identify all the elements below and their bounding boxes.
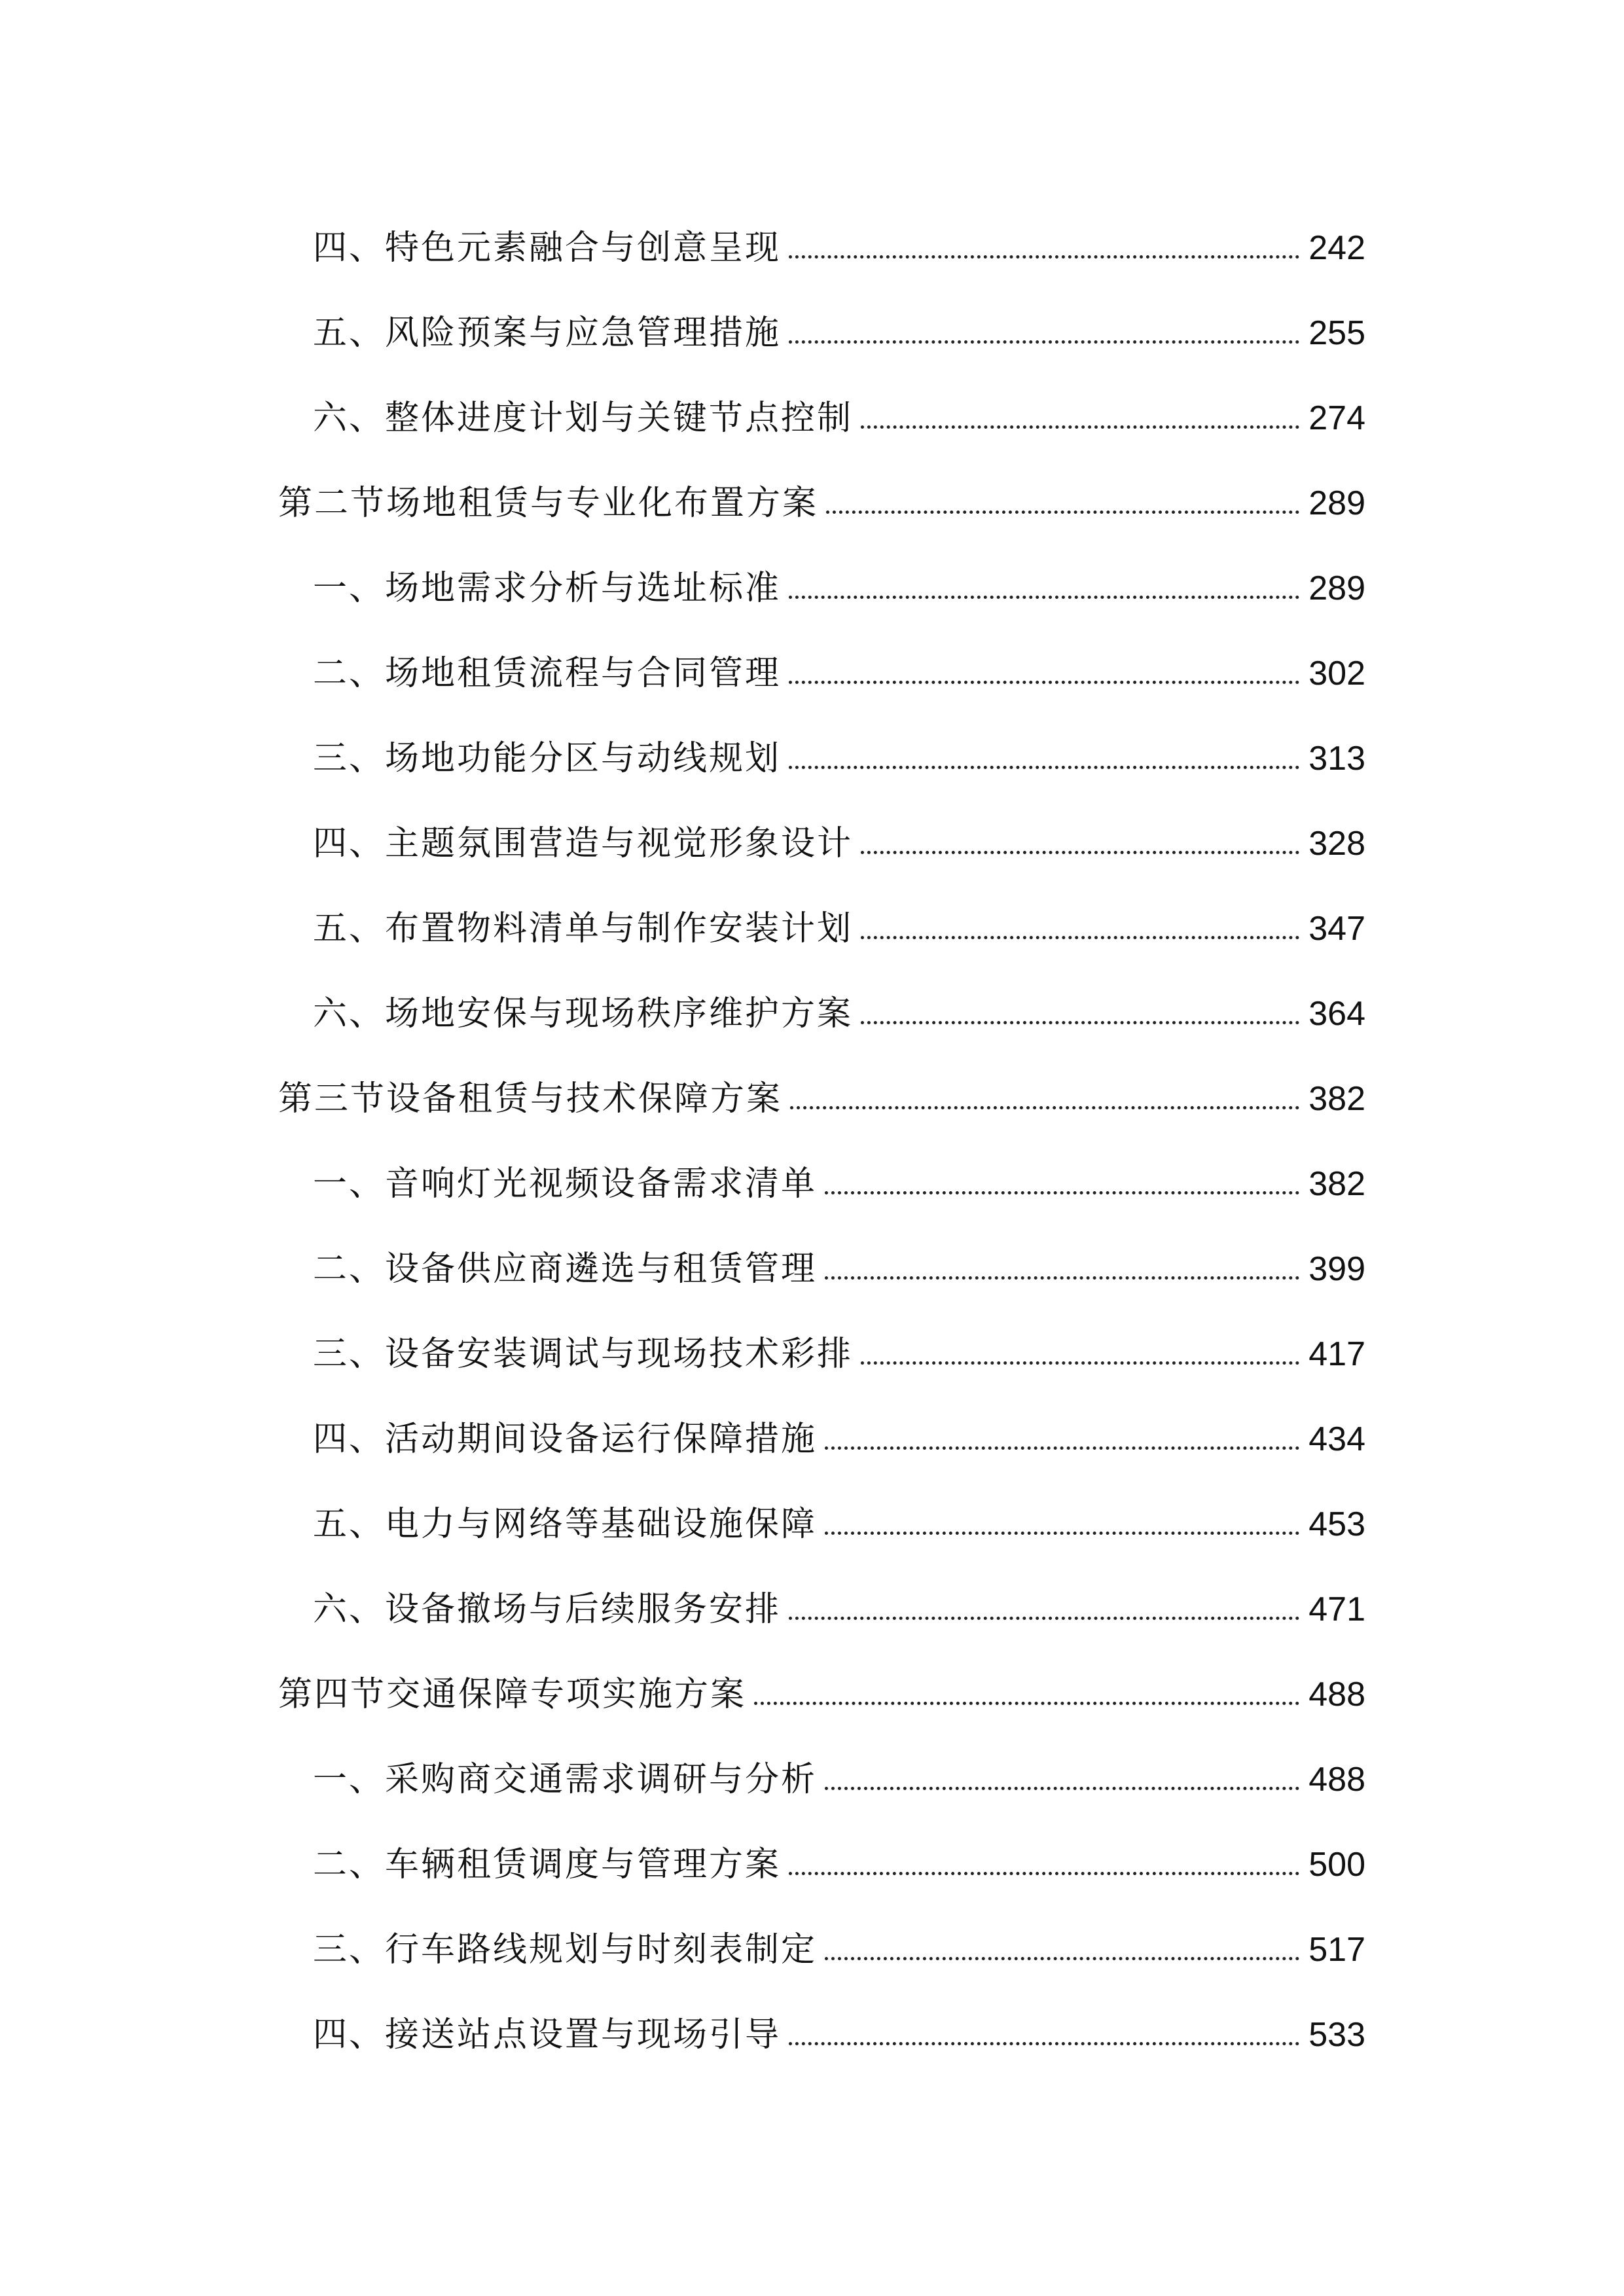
toc-entry[interactable] — [313, 298, 1365, 353]
toc-entry-title: 六、整体进度计划与关键节点控制 — [313, 399, 854, 438]
toc-entry[interactable] — [313, 808, 1365, 861]
toc-entry-page: 500 — [1308, 1846, 1365, 1884]
toc-entry[interactable] — [313, 723, 1365, 776]
toc-entry-page: 255 — [1308, 314, 1365, 352]
toc-entry-page: 347 — [1308, 910, 1365, 948]
toc-dot-leader — [825, 1787, 1299, 1790]
toc-entry-title: 四、活动期间设备运行保障措施 — [313, 1420, 818, 1459]
toc-entry-title: 一、场地需求分析与选址标准 — [313, 569, 782, 608]
toc-entry-page: 364 — [1308, 995, 1365, 1033]
toc-entry-title: 三、场地功能分区与动线规划 — [313, 739, 782, 778]
toc-dot-leader — [789, 1872, 1299, 1875]
toc-dot-leader — [825, 1276, 1299, 1280]
toc-entry-page: 382 — [1308, 1080, 1365, 1118]
toc-entry[interactable] — [313, 893, 1365, 946]
toc-dot-leader — [825, 1957, 1299, 1960]
toc-entry-title: 二、车辆租赁调度与管理方案 — [313, 1845, 782, 1884]
toc-entry-page: 488 — [1308, 1676, 1365, 1713]
toc-entry-page: 533 — [1308, 2016, 1365, 2054]
toc-entry[interactable] — [313, 1234, 1365, 1289]
toc-entry[interactable] — [313, 383, 1365, 438]
toc-entry-page: 242 — [1308, 229, 1365, 267]
toc-dot-leader — [789, 1617, 1299, 1620]
toc-entry-title: 三、行车路线规划与时刻表制定 — [313, 1930, 818, 1969]
toc-entry-page: 434 — [1308, 1420, 1365, 1458]
toc-dot-leader — [789, 340, 1299, 344]
toc-entry[interactable] — [313, 1404, 1365, 1459]
toc-entry[interactable] — [313, 553, 1365, 608]
toc-entry-page: 453 — [1308, 1505, 1365, 1543]
toc-entry-page: 399 — [1308, 1250, 1365, 1288]
toc-dot-leader — [789, 681, 1299, 684]
toc-dot-leader — [861, 851, 1299, 854]
toc-entry-title: 六、设备撤场与后续服务安排 — [313, 1590, 782, 1629]
toc-entry[interactable] — [313, 1319, 1365, 1374]
toc-entry-page: 289 — [1308, 569, 1365, 607]
toc-entry[interactable] — [313, 1829, 1365, 1882]
toc-entry-title: 五、电力与网络等基础设施保障 — [313, 1505, 818, 1544]
toc-dot-leader — [826, 511, 1299, 514]
toc-entry-page: 328 — [1308, 825, 1365, 863]
toc-entry-title: 第四节交通保障专项实施方案 — [278, 1675, 747, 1714]
toc-dot-leader — [825, 1191, 1299, 1194]
toc-section-entry[interactable] — [278, 1064, 1365, 1119]
toc-entry-page: 517 — [1308, 1931, 1365, 1969]
toc-entry-page: 274 — [1308, 399, 1365, 437]
toc-entry[interactable] — [313, 1489, 1365, 1544]
toc-entry-page: 302 — [1308, 655, 1365, 692]
toc-entry-title: 五、风险预案与应急管理措施 — [313, 314, 782, 353]
toc-dot-leader — [789, 2042, 1299, 2045]
toc-dot-leader — [825, 1446, 1299, 1450]
toc-entry[interactable] — [313, 638, 1365, 691]
toc-dot-leader — [861, 425, 1299, 429]
toc-entry-title: 第二节场地租赁与专业化布置方案 — [278, 484, 819, 523]
toc-entry-page: 289 — [1308, 484, 1365, 522]
toc-entry[interactable] — [313, 1149, 1365, 1204]
toc-dot-leader — [790, 1106, 1299, 1109]
toc-section-entry[interactable] — [278, 1659, 1365, 1712]
toc-dot-leader — [861, 936, 1299, 939]
toc-entry-title: 二、场地租赁流程与合同管理 — [313, 654, 782, 693]
toc-dot-leader — [754, 1702, 1299, 1705]
toc-dot-leader — [825, 1532, 1299, 1535]
toc-entry-title: 二、设备供应商遴选与租赁管理 — [313, 1249, 818, 1289]
toc-entry-title: 第三节设备租赁与技术保障方案 — [278, 1079, 783, 1119]
toc-entry[interactable] — [313, 2000, 1365, 2052]
toc-entry[interactable] — [313, 1744, 1365, 1797]
toc-entry-title: 四、特色元素融合与创意呈现 — [313, 228, 782, 268]
toc-entry[interactable] — [313, 1914, 1365, 1967]
toc-entry-title: 四、主题氛围营造与视觉形象设计 — [313, 824, 854, 863]
toc-entry-title: 四、接送站点设置与现场引导 — [313, 2015, 782, 2054]
toc-entry[interactable] — [313, 1574, 1365, 1629]
toc-dot-leader — [789, 255, 1299, 259]
toc-entry-title: 三、设备安装调试与现场技术彩排 — [313, 1335, 854, 1374]
toc-dot-leader — [789, 766, 1299, 769]
toc-entry-page: 417 — [1308, 1335, 1365, 1373]
toc-dot-leader — [789, 596, 1299, 599]
toc-entry-title: 一、音响灯光视频设备需求清单 — [313, 1164, 818, 1204]
toc-entry[interactable] — [313, 213, 1365, 268]
toc-dot-leader — [861, 1361, 1299, 1365]
toc-entry[interactable] — [313, 978, 1365, 1031]
toc-entry-title: 五、布置物料清单与制作安装计划 — [313, 909, 854, 948]
toc-entry-title: 六、场地安保与现场秩序维护方案 — [313, 994, 854, 1033]
toc-dot-leader — [861, 1021, 1299, 1024]
toc-section-entry[interactable] — [278, 468, 1365, 523]
toc-entry-page: 313 — [1308, 740, 1365, 778]
toc-entry-page: 382 — [1308, 1165, 1365, 1203]
toc-entry-title: 一、采购商交通需求调研与分析 — [313, 1760, 818, 1799]
toc-entry-page: 488 — [1308, 1761, 1365, 1799]
toc-entry-page: 471 — [1308, 1590, 1365, 1628]
